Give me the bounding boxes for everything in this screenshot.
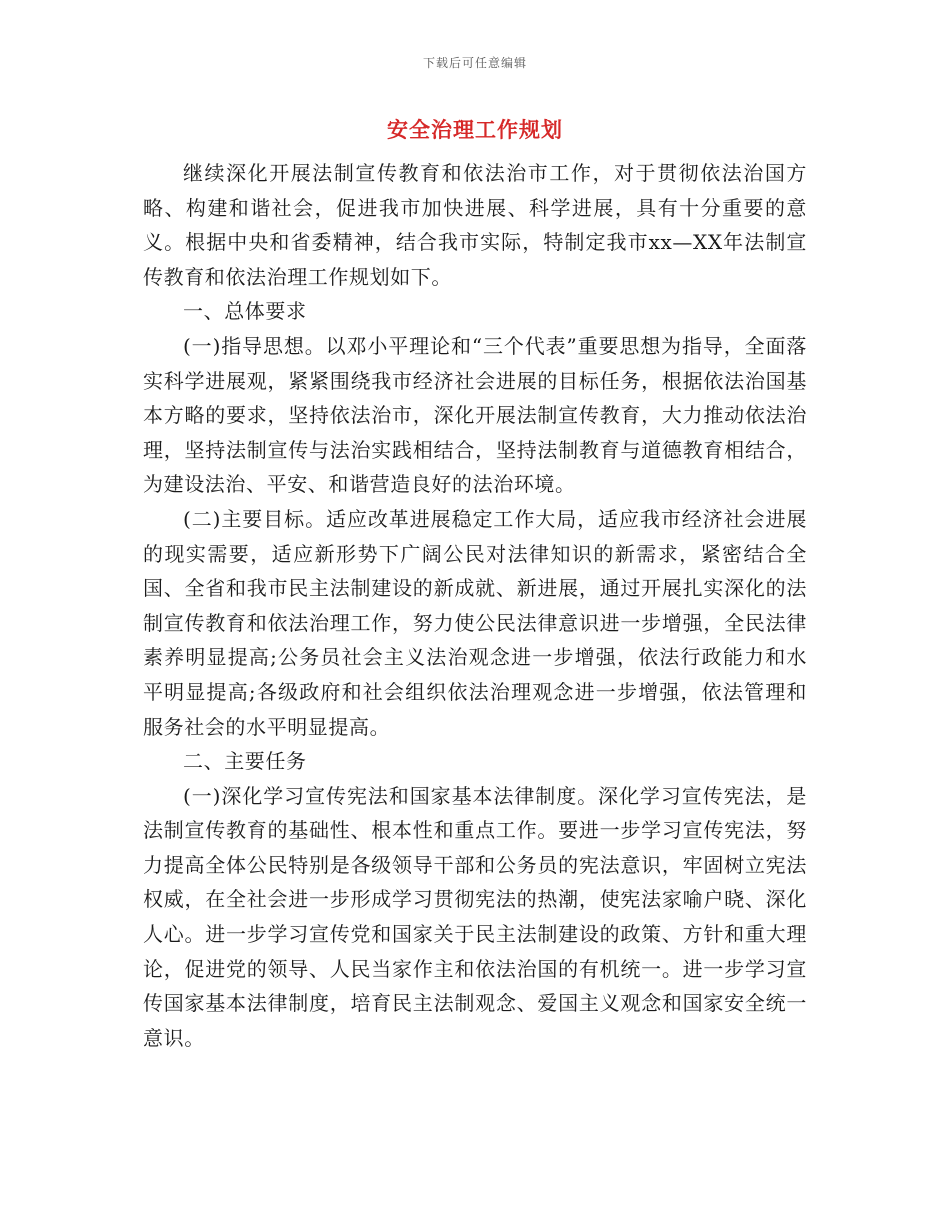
document-title: 安全治理工作规划 [387,117,563,142]
paragraph-constitution-study: (一)深化学习宣传宪法和国家基本法律制度。深化学习宣传宪法，是法制宣传教育的基础性、根本性和重点工作。要进一步学习宣传宪法，努力提高全体公民特别是各级领导干部和公务员的宪法意识，牢固树立宪法权威，在全社会进一步形成学习贯彻宪法的热潮，使宪法家喻户晓、深化人心。进一步学习宣传党和国家关于民主法制建设的政策、方针和重大理论，促进党的领导、人民当家作主和依法治国的有机统一。进一步学习宣传国家基本法律制度，培育民主法制观念、爱国主义观念和国家安全统一意识。 [143,783,807,1050]
document-body [143,156,807,1055]
section-heading-main-tasks: 二、主要任务 [183,749,307,774]
section-heading-general-requirements: 一、总体要求 [183,299,307,324]
paragraph-main-goals: (二)主要目标。适应改革进展稳定工作大局，适应我市经济社会进展的现实需要，适应新形势下广阔公民对法律知识的新需求，紧密结合全国、全省和我市民主法制建设的新成就、新进展，通过开展扎实深化的法制宣传教育和依法治理工作，努力使公民法律意识进一步增强，全民法律素养明显提高;公务员社会主义法治观念进一步增强，依法行政能力和水平明显提高;各级政府和社会组织依法治理观念进一步增强，依法管理和服务社会的水平明显提高。 [143,506,807,739]
paragraph-guiding-ideology: (一)指导思想。以邓小平理论和“三个代表”重要思想为指导，全面落实科学进展观，紧紧围绕我市经济社会进展的目标任务，根据依法治国基本方略的要求，坚持依法治市，深化开展法制宣传教育，大力推动依法治理，坚持法制宣传与法治实践相结合，坚持法制教育与道德教育相结合，为建设法治、平安、和谐营造良好的法治环境。 [143,333,807,497]
header-note: 下载后可任意编辑 [422,56,527,70]
intro-paragraph: 继续深化开展法制宣传教育和依法治市工作，对于贯彻依法治国方略、构建和谐社会，促进我市加快进展、科学进展，具有十分重要的意义。根据中央和省委精神，结合我市实际，特制定我市xx—XX年法制宣传教育和依法治理工作规划如下。 [143,161,807,289]
